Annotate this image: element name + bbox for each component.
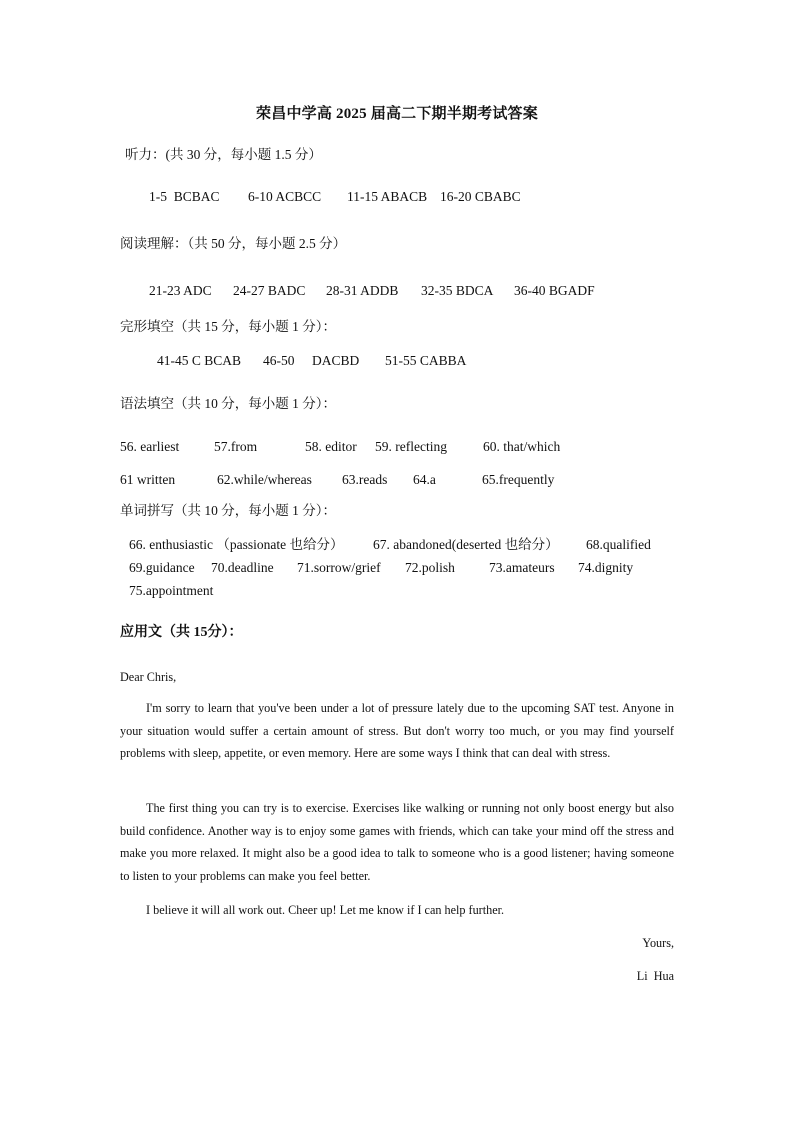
reading-answer: 24-27 BADC (233, 283, 306, 298)
spelling-answer: 70.deadline (211, 560, 274, 575)
grammar-answer: 65.frequently (482, 472, 555, 487)
spelling-heading: 单词拼写（共 10 分，每小题 1 分）： (120, 503, 336, 518)
letter-paragraph: I'm sorry to learn that you've been under a lot of pressure lately due to the upcoming SAT test. Anyone in your situation would suffer a certain amount of stress. But don't worry too much, or you may find yourself problems with sleep, appetite, or even memory. Here are some ways I think that can deal with stress. (120, 701, 674, 761)
letter-paragraph: I believe it will all work out. Cheer up! Let me know if I can help further. (146, 903, 505, 917)
letter-salutation: Dear Chris, (120, 670, 177, 684)
reading-answer: 36-40 BGADF (514, 283, 595, 298)
grammar-answer: 61 written (120, 472, 176, 487)
cloze-answer: DACBD (312, 353, 360, 368)
listening-heading: 听力：(共 30 分，每小题 1.5 分） (125, 147, 322, 162)
writing-heading: 应用文（共 15分）： (120, 625, 243, 640)
spelling-answer: 72.polish (405, 560, 455, 575)
listening-answer: 1-5 BCBAC (149, 189, 220, 204)
grammar-answer: 59. reflecting (375, 439, 447, 454)
reading-answer: 21-23 ADC (149, 283, 212, 298)
spelling-answer: 75.appointment (129, 583, 214, 598)
page-title: 荣昌中学高 2025 届高二下期半期考试答案 (256, 106, 538, 122)
grammar-heading: 语法填空（共 10 分，每小题 1 分）： (120, 396, 336, 411)
letter-paragraph: The first thing you can try is to exercise. Exercises like walking or running not only boost energy but also build confidence. Another way is to enjoy some games with friends, which can take your mind off the stress and make you more relaxed. It might also be a good idea to talk to someone who is a good listener; having someone to listen to your problems can make you feel better. (120, 801, 674, 883)
spelling-answer: 71.sorrow/grief (297, 560, 381, 575)
grammar-answer: 62.while/whereas (217, 472, 312, 487)
reading-answer: 32-35 BDCA (421, 283, 494, 298)
spelling-answer: 68.qualified (586, 537, 651, 552)
listening-answer: 11-15 ABACB (347, 189, 428, 204)
cloze-answer: 41-45 C BCAB (157, 353, 242, 368)
cloze-answer: 46-50 (263, 353, 295, 368)
grammar-answer: 57.from (214, 439, 258, 454)
grammar-answer: 64.a (413, 472, 436, 487)
cloze-heading: 完形填空（共 15 分，每小题 1 分）： (120, 319, 336, 334)
reading-answer: 28-31 ADDB (326, 283, 399, 298)
spelling-answer: 73.amateurs (489, 560, 555, 575)
spelling-answer: 74.dignity (578, 560, 634, 575)
listening-answer: 6-10 ACBCC (248, 189, 322, 204)
listening-answer: 16-20 CBABC (440, 189, 521, 204)
cloze-answer: 51-55 CABBA (385, 353, 467, 368)
spelling-answer: 66. enthusiastic （passionate 也给分） (129, 537, 344, 552)
letter-signature: Li Hua (636, 969, 674, 983)
grammar-answer: 63.reads (342, 472, 388, 487)
letter-closing: Yours, (642, 936, 674, 950)
spelling-answer: 69.guidance (129, 560, 195, 575)
reading-heading: 阅读理解：（共 50 分，每小题 2.5 分） (120, 236, 347, 251)
grammar-answer: 58. editor (305, 439, 357, 454)
grammar-answer: 60. that/which (483, 439, 561, 454)
spelling-answer: 67. abandoned(deserted 也给分） (373, 537, 559, 552)
grammar-answer: 56. earliest (120, 439, 180, 454)
